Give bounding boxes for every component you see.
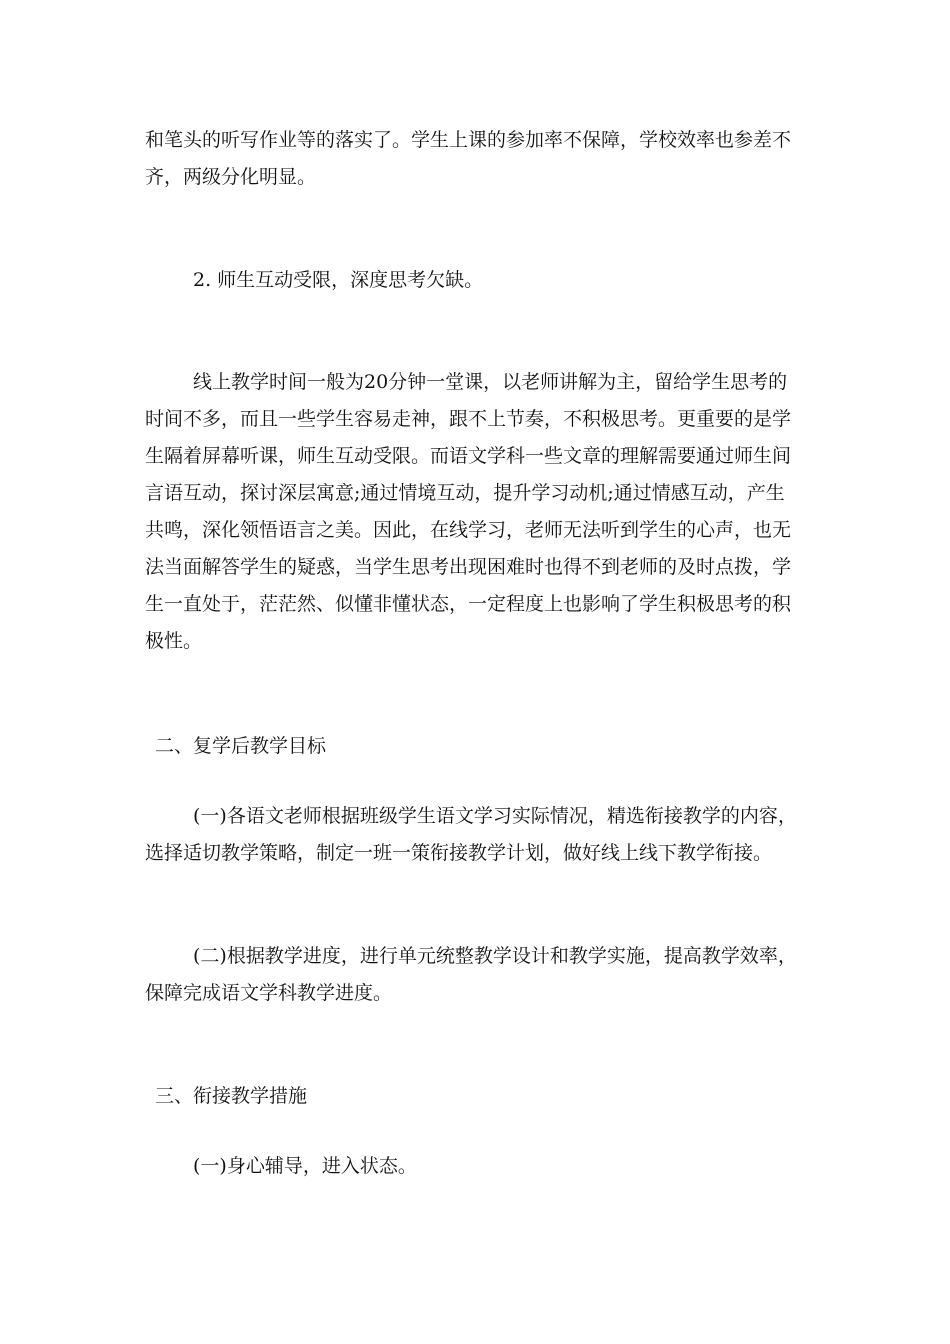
text-line: 生隔着屏幕听课，师生互动受限。而语文学科一些文章的理解需要通过师生间	[145, 445, 792, 467]
heading-text: 三、衔接教学措施	[155, 1085, 308, 1107]
text-line: 极性。	[145, 630, 203, 652]
text-line: 线上教学时间一般为20分钟一堂课，以老师讲解为主，留给学生思考的	[193, 371, 788, 393]
paragraph-measure-1	[145, 1148, 805, 1185]
text-line: (一)各语文老师根据班级学生语文学习实际情况，精选衔接教学的内容，	[193, 805, 797, 827]
text-line: 齐，两级分化明显。	[145, 166, 317, 188]
paragraph-goal-1	[145, 798, 805, 872]
paragraph-goal-2	[145, 938, 805, 1012]
list-item-2	[145, 262, 805, 299]
text-line: (一)身心辅导，进入状态。	[193, 1155, 417, 1177]
text-line: 法当面解答学生的疑惑，当学生思考出现困难时也得不到老师的及时点拨，学	[145, 556, 792, 578]
paragraph-online-teaching	[145, 364, 805, 660]
text-line: 共鸣，深化领悟语言之美。因此，在线学习，老师无法听到学生的心声，也无	[145, 519, 792, 541]
heading-text: 二、复学后教学目标	[155, 735, 327, 757]
text-line: 保障完成语文学科教学进度。	[145, 982, 393, 1004]
text-line: 选择适切教学策略，制定一班一策衔接教学计划，做好线上线下教学衔接。	[145, 842, 773, 864]
paragraph-continued	[145, 122, 805, 196]
text-line: 生一直处于，茫茫然、似懂非懂状态，一定程度上也影响了学生积极思考的积	[145, 593, 792, 615]
text-line: 时间不多，而且一些学生容易走神，跟不上节奏，不积极思考。更重要的是学	[145, 408, 792, 430]
section-heading-2	[155, 728, 815, 765]
text-line: 和笔头的听写作业等的落实了。学生上课的参加率不保障，学校效率也参差不	[145, 129, 792, 151]
text-line: (二)根据教学进度，进行单元统整教学设计和教学实施，提高教学效率，	[193, 945, 797, 967]
text-line: 2. 师生互动受限，深度思考欠缺。	[193, 269, 484, 291]
text-line: 言语互动，探讨深层寓意;通过情境互动，提升学习动机;通过情感互动，产生	[145, 482, 785, 504]
section-heading-3	[155, 1078, 815, 1115]
